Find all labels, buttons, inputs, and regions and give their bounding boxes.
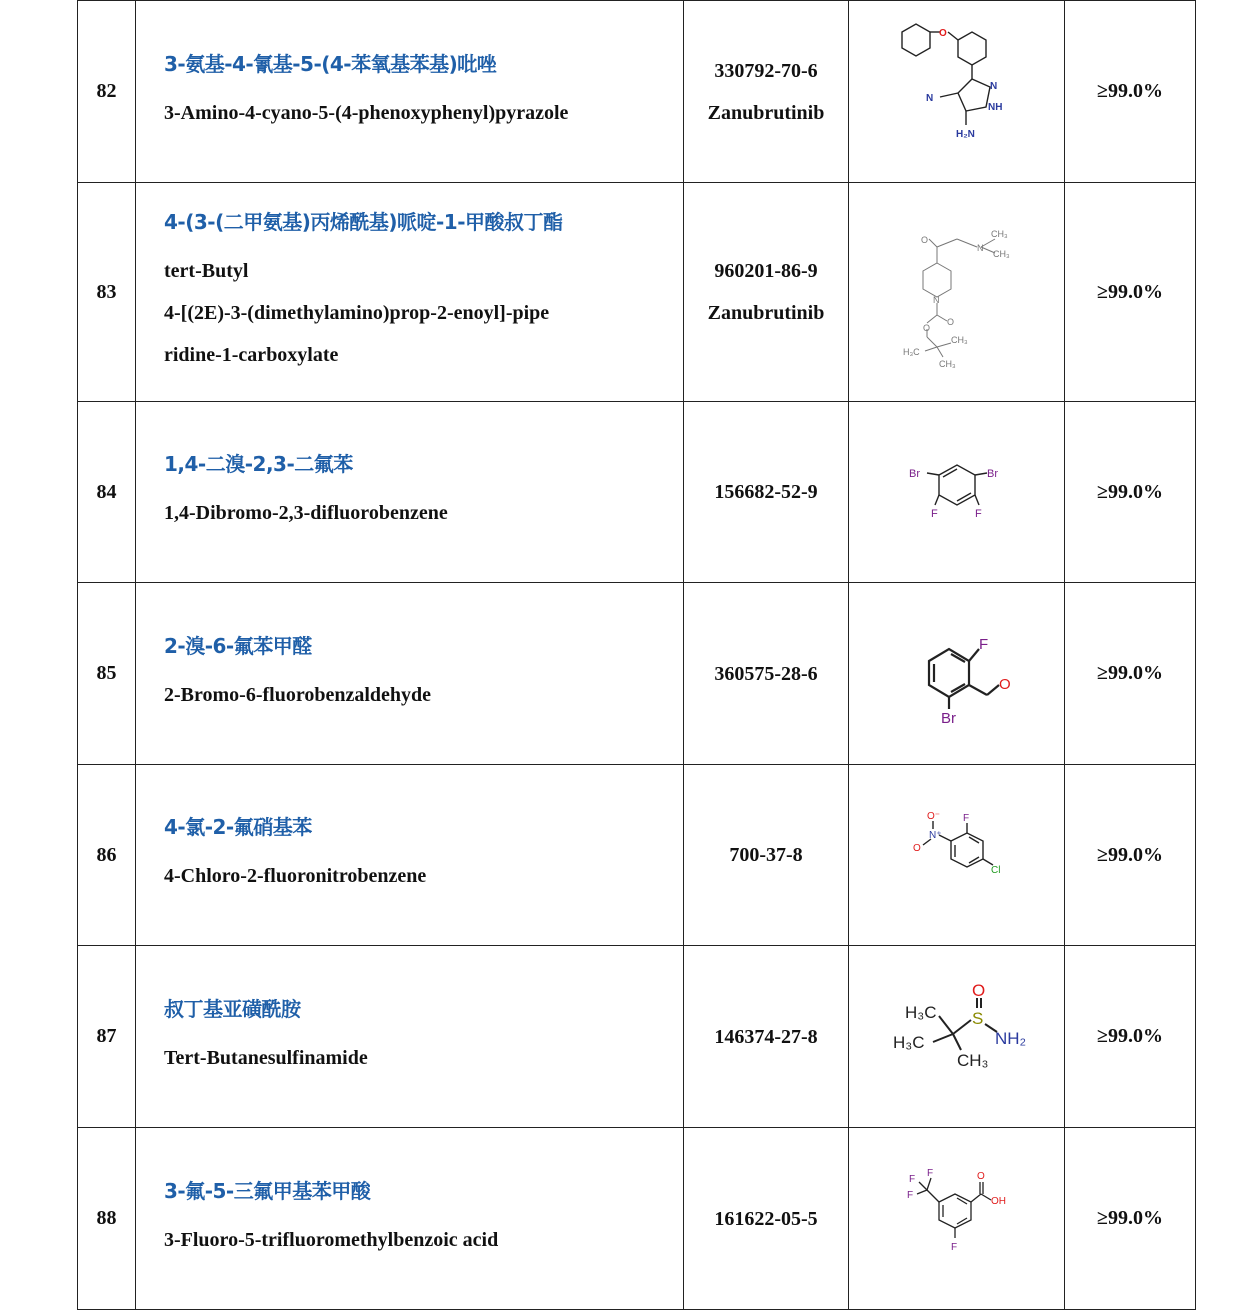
compound-name-cell <box>136 583 684 765</box>
atom-label: CH₃ <box>990 229 1008 239</box>
structure-image <box>877 982 1037 1092</box>
atom-label: O <box>946 317 954 327</box>
atom-label: S <box>971 1008 983 1028</box>
atom-label: NH <box>987 101 1002 113</box>
compound-name-cell <box>136 402 684 583</box>
table-row <box>78 765 1196 946</box>
atom-label: N <box>989 80 997 92</box>
atom-label: F <box>962 813 969 824</box>
structure-cell <box>849 402 1065 583</box>
cas-number: 330792-70-6 <box>714 59 818 82</box>
atom-label: O⁻ <box>926 811 940 822</box>
purity: ≥99.0% <box>1065 583 1196 765</box>
row-number: 87 <box>78 946 136 1128</box>
atom-label: H₃C <box>902 347 920 357</box>
atom-label: Br <box>908 468 920 480</box>
chinese-name: 3-氟-5-三氟甲基苯甲酸 <box>164 1178 371 1203</box>
atom-label: NH₂ <box>994 1028 1026 1048</box>
structure-cell <box>849 183 1065 402</box>
chinese-name: 3-氨基-4-氰基-5-(4-苯氧基苯基)吡唑 <box>164 51 497 76</box>
structure-cell <box>849 765 1065 946</box>
cas-number: 161622-05-5 <box>684 1128 849 1310</box>
english-name: 3-Amino-4-cyano-5-(4-phenoxyphenyl)pyrazole <box>164 101 569 124</box>
english-name: 2-Bromo-6-fluorobenzaldehyde <box>164 683 432 706</box>
structure-cell <box>849 1128 1065 1310</box>
chinese-name: 4-(3-(二甲氨基)丙烯酰基)哌啶-1-甲酸叔丁酯 <box>164 210 563 234</box>
atom-label: F <box>906 1189 913 1201</box>
cas-cell <box>684 1 849 183</box>
english-name: Tert-Butanesulfinamide <box>164 1046 368 1069</box>
atom-label: Br <box>940 709 956 727</box>
atom-label: CH₃ <box>956 1050 988 1070</box>
english-name-line: ridine-1-carboxylate <box>164 344 339 366</box>
cas-number: 960201-86-9 <box>714 260 818 282</box>
product-table <box>77 0 1196 1310</box>
row-number: 83 <box>78 183 136 402</box>
table-row <box>78 946 1196 1128</box>
purity: ≥99.0% <box>1065 1128 1196 1310</box>
structure-image <box>887 805 1027 905</box>
atom-label: N <box>976 243 983 253</box>
row-number: 88 <box>78 1128 136 1310</box>
row-number: 85 <box>78 583 136 765</box>
english-name: 1,4-Dibromo-2,3-difluorobenzene <box>164 502 448 524</box>
structure-cell <box>849 946 1065 1128</box>
english-name-line: 4-[(2E)-3-(dimethylamino)prop-2-enoyl]-pipe <box>164 302 550 324</box>
table-row <box>78 1128 1196 1310</box>
chinese-name: 1,4-二溴-2,3-二氟苯 <box>164 452 353 476</box>
atom-label: Br <box>986 468 998 480</box>
compound-name-cell <box>136 183 684 402</box>
purity: ≥99.0% <box>1065 1 1196 183</box>
atom-label: CH₃ <box>992 249 1010 259</box>
atom-label: N <box>925 92 933 104</box>
atom-label: F <box>908 1173 915 1185</box>
compound-name-cell <box>136 1 684 183</box>
atom-label: F <box>930 508 938 520</box>
cas-cell <box>684 183 849 402</box>
row-number: 86 <box>78 765 136 946</box>
table-row <box>78 402 1196 583</box>
english-name: 4-Chloro-2-fluoronitrobenzene <box>164 865 427 887</box>
chinese-name: 2-溴-6-氟苯甲醛 <box>164 633 312 658</box>
application: Zanubrutinib <box>707 101 825 124</box>
english-name: 3-Fluoro-5-trifluoromethylbenzoic acid <box>164 1228 499 1251</box>
structure-image <box>887 619 1027 729</box>
atom-label: CH₃ <box>950 335 968 345</box>
table-row <box>78 583 1196 765</box>
purity: ≥99.0% <box>1065 402 1196 583</box>
row-number: 82 <box>78 1 136 183</box>
application: Zanubrutinib <box>707 302 825 324</box>
atom-label: O <box>938 27 947 39</box>
cas-number: 156682-52-9 <box>684 402 849 583</box>
atom-label: F <box>950 1241 957 1253</box>
atom-label: O <box>922 323 930 333</box>
atom-label: N⁺ <box>928 830 941 841</box>
purity: ≥99.0% <box>1065 183 1196 402</box>
atom-label: H₂N <box>955 128 975 140</box>
structure-image <box>877 207 1037 377</box>
atom-label: O <box>971 981 985 1000</box>
atom-label: O <box>920 235 928 245</box>
english-name-line: tert-Butyl <box>164 260 249 282</box>
table-row <box>78 1 1196 183</box>
atom-label: F <box>978 635 988 653</box>
atom-label: F <box>974 508 982 520</box>
structure-cell <box>849 583 1065 765</box>
atom-label: H₃C <box>892 1032 924 1052</box>
chinese-name: 叔丁基亚磺酰胺 <box>164 996 301 1021</box>
cas-number: 146374-27-8 <box>684 946 849 1128</box>
compound-name-cell <box>136 1128 684 1310</box>
atom-label: OH <box>990 1195 1006 1207</box>
atom-label: CH₃ <box>938 359 956 369</box>
atom-label: F <box>926 1167 933 1179</box>
structure-cell <box>849 1 1065 183</box>
compound-name-cell <box>136 946 684 1128</box>
structure-image <box>882 7 1032 177</box>
cas-number: 700-37-8 <box>684 765 849 946</box>
atom-label: N <box>932 295 939 305</box>
structure-image <box>887 1164 1027 1274</box>
purity: ≥99.0% <box>1065 946 1196 1128</box>
atom-label: H₃C <box>904 1002 936 1022</box>
chinese-name: 4-氯-2-氟硝基苯 <box>164 815 312 839</box>
row-number: 84 <box>78 402 136 583</box>
atom-label: O <box>976 1170 985 1182</box>
cas-number: 360575-28-6 <box>684 583 849 765</box>
atom-label: O <box>912 843 921 854</box>
atom-label: Cl <box>990 865 1000 876</box>
atom-label: O <box>998 675 1011 693</box>
purity: ≥99.0% <box>1065 765 1196 946</box>
compound-name-cell <box>136 765 684 946</box>
structure-image <box>887 447 1027 537</box>
table-row <box>78 183 1196 402</box>
